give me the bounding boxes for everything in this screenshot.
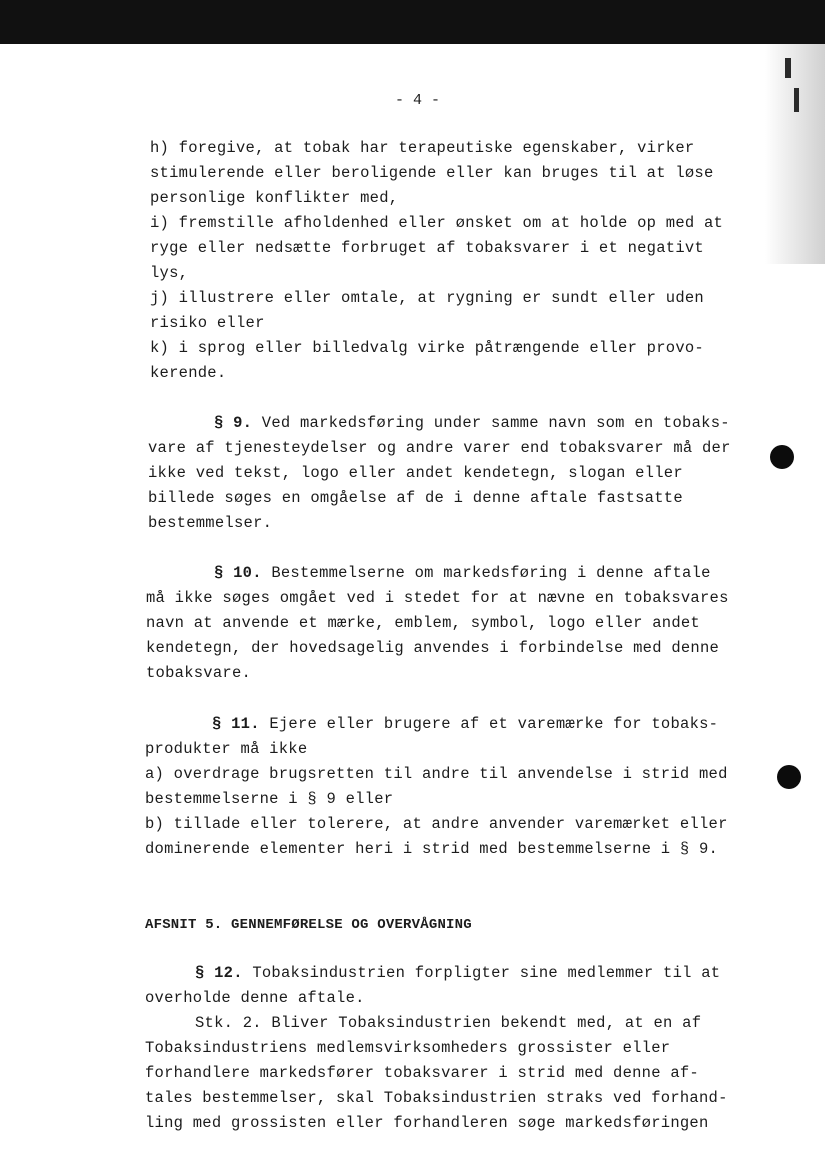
scan-top-border <box>0 0 825 44</box>
scan-edge-mark <box>794 88 799 112</box>
text-line: b) tillade eller tolerere, at andre anvender varemærket eller <box>145 815 728 833</box>
stk-2-first-line: Stk. 2. Bliver Tobaksindustrien bekendt med, at en af <box>195 1014 702 1032</box>
text-line: tales bestemmelser, skal Tobaksindustrien straks ved forhand- <box>145 1089 728 1107</box>
paragraph-12-first-line: § 12. Tobaksindustrien forpligter sine medlemmer til at <box>195 964 721 982</box>
text-line: ikke ved tekst, logo eller andet kendetegn, slogan eller <box>148 464 683 482</box>
section-symbol-9: § 9. <box>214 414 253 432</box>
text-line: k) i sprog eller billedvalg virke påtrængende eller provo- <box>150 339 704 357</box>
section-symbol-10: § 10. <box>214 564 262 582</box>
paragraph-10-first-line: § 10. Bestemmelserne om markedsføring i denne aftale <box>214 564 711 582</box>
text-line: ryge eller nedsætte forbruget af tobaksvarer i et negativt <box>150 239 704 257</box>
text-line: bestemmelserne i § 9 eller <box>145 790 394 808</box>
paragraph-9-first-line: § 9. Ved markedsføring under samme navn som en tobaks- <box>214 414 730 432</box>
scan-edge-mark <box>785 58 791 78</box>
punch-hole <box>770 445 794 469</box>
text-line: lys, <box>150 264 189 282</box>
section-heading: AFSNIT 5. GENNEMFØRELSE OG OVERVÅGNING <box>145 917 472 933</box>
text-line: overholde denne aftale. <box>145 989 365 1007</box>
text-line: risiko eller <box>150 314 265 332</box>
text-line: tobaksvare. <box>146 664 252 682</box>
text-line: stimulerende eller beroligende eller kan bruges til at løse <box>150 164 714 182</box>
text-line: bestemmelser. <box>148 514 273 532</box>
section-symbol-12: § 12. <box>195 964 243 982</box>
text-line: vare af tjenesteydelser og andre varer end tobaksvarer må der <box>148 439 731 457</box>
stk-2-label: Stk. 2. <box>195 1014 262 1032</box>
section-symbol-11: § 11. <box>212 715 260 733</box>
text-line: i) fremstille afholdenhed eller ønsket om at holde op med at <box>150 214 724 232</box>
page-number: - 4 - <box>395 92 441 109</box>
text-line: produkter må ikke <box>145 740 308 758</box>
text-line: h) foregive, at tobak har terapeutiske egenskaber, virker <box>150 139 695 157</box>
paragraph-11-first-line: § 11. Ejere eller brugere af et varemærke for tobaks- <box>212 715 719 733</box>
text-line: j) illustrere eller omtale, at rygning er sundt eller uden <box>150 289 704 307</box>
text-line: billede søges en omgåelse af de i denne aftale fastsatte <box>148 489 683 507</box>
text-line: må ikke søges omgået ved i stedet for at nævne en tobaksvares <box>146 589 729 607</box>
text-line: personlige konflikter med, <box>150 189 399 207</box>
text-line: kendetegn, der hovedsagelig anvendes i forbindelse med denne <box>146 639 720 657</box>
text-line: dominerende elementer heri i strid med bestemmelserne i § 9. <box>145 840 719 858</box>
text-line: forhandlere markedsfører tobaksvarer i strid med denne af- <box>145 1064 699 1082</box>
text-line: ling med grossisten eller forhandleren søge markedsføringen <box>145 1114 709 1132</box>
text-line: Tobaksindustriens medlemsvirksomheders grossister eller <box>145 1039 671 1057</box>
punch-hole <box>777 765 801 789</box>
scan-edge-shadow <box>765 44 825 264</box>
text-line: kerende. <box>150 364 227 382</box>
text-line: a) overdrage brugsretten til andre til anvendelse i strid med <box>145 765 728 783</box>
text-line: navn at anvende et mærke, emblem, symbol, logo eller andet <box>146 614 700 632</box>
